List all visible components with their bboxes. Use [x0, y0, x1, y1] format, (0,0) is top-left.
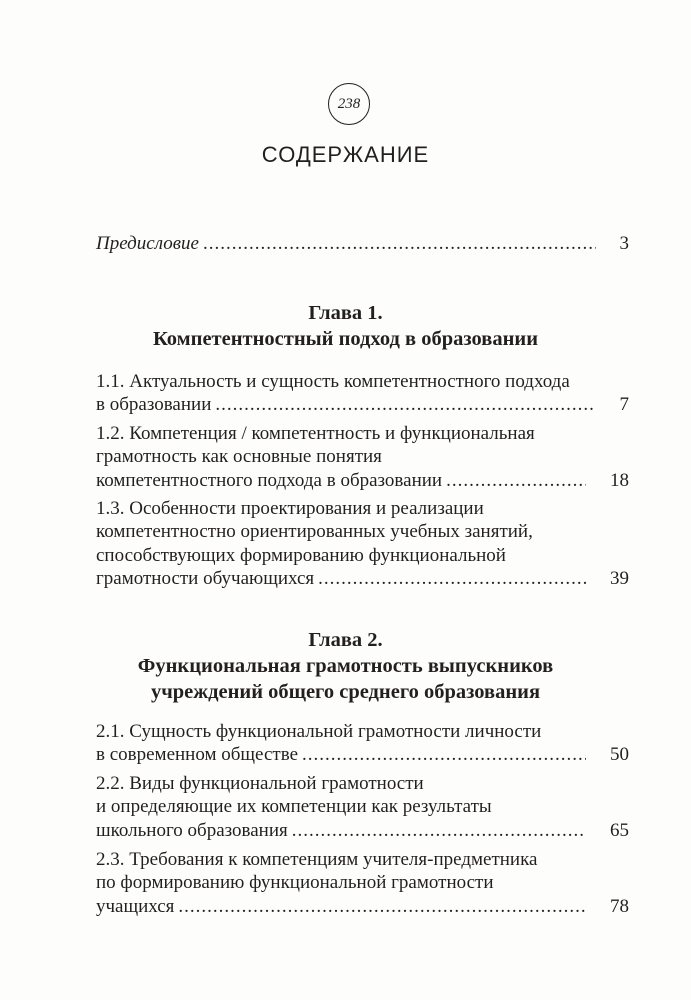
chapter-label: Глава 2. [308, 629, 383, 651]
toc-entry-line: школьного образования [96, 819, 288, 841]
chapter-heading [0, 300, 691, 352]
toc-entry-line: способствующих формированию функциональной [96, 544, 506, 566]
chapter-title: Функциональная грамотность выпускников [137, 655, 554, 677]
dot-leader [446, 469, 586, 492]
toc-entry[interactable] [96, 772, 629, 842]
dot-leader [292, 819, 586, 842]
toc-entry-line: в современном обществе [96, 744, 298, 766]
toc-entry-line: 1.2. Компетенция / компетентность и функциональная [96, 423, 535, 444]
toc-page-number: 3 [619, 233, 629, 254]
dot-leader [318, 567, 586, 590]
toc-entry[interactable] [96, 497, 629, 591]
toc-entry-line: 2.2. Виды функциональной грамотности [96, 773, 424, 794]
toc-entry-line: компетентностного подхода в образовании [96, 469, 443, 491]
chapter-heading [0, 627, 691, 705]
chapter-title: Компетентностный подход в образовании [152, 328, 539, 350]
dot-leader [215, 393, 595, 416]
toc-entry-line: 2.1. Сущность функциональной грамотности личности [96, 721, 542, 742]
toc-entry-title: Предисловие [96, 233, 199, 254]
dot-leader [178, 895, 586, 918]
toc-entry-line: учащихся [96, 895, 175, 917]
toc-page-number: 39 [610, 568, 629, 590]
toc-entry-line: и определяющие их компетенции как результаты [96, 796, 492, 818]
dot-leader [203, 232, 596, 255]
toc-entry-line: 1.3. Особенности проектирования и реализации [96, 498, 484, 519]
toc-entry[interactable] [96, 370, 629, 417]
chapter-label: Глава 1. [308, 302, 383, 324]
toc-entry-preface[interactable] [96, 232, 629, 255]
toc-entry-line: 1.1. Актуальность и сущность компетентностного подхода [96, 371, 570, 392]
toc-page-number: 50 [610, 744, 629, 766]
toc-entry[interactable] [96, 720, 629, 767]
toc-page-number: 78 [610, 895, 629, 917]
toc-entry-line: грамотности обучающихся [96, 568, 315, 590]
toc-entry-line: грамотность как основные понятия [96, 446, 382, 468]
toc-entry-line: по формированию функциональной грамотности [96, 872, 494, 894]
dot-leader [302, 743, 586, 766]
toc-entry-line: компетентностно ориентированных учебных занятий, [96, 521, 533, 543]
toc-entry-line: в образовании [96, 394, 212, 416]
contents-heading: СОДЕРЖАНИЕ [261, 142, 430, 167]
toc-entry[interactable] [96, 848, 629, 918]
toc-entry[interactable] [96, 422, 629, 492]
toc-page-number: 7 [619, 394, 629, 416]
page-number-badge [328, 83, 370, 125]
page-number: 238 [337, 95, 361, 112]
toc-page-number: 65 [610, 819, 629, 841]
toc-page-number: 18 [610, 469, 629, 491]
chapter-title: учреждений общего среднего образования [150, 681, 541, 703]
toc-entry-line: 2.3. Требования к компетенциям учителя-предметника [96, 849, 538, 870]
